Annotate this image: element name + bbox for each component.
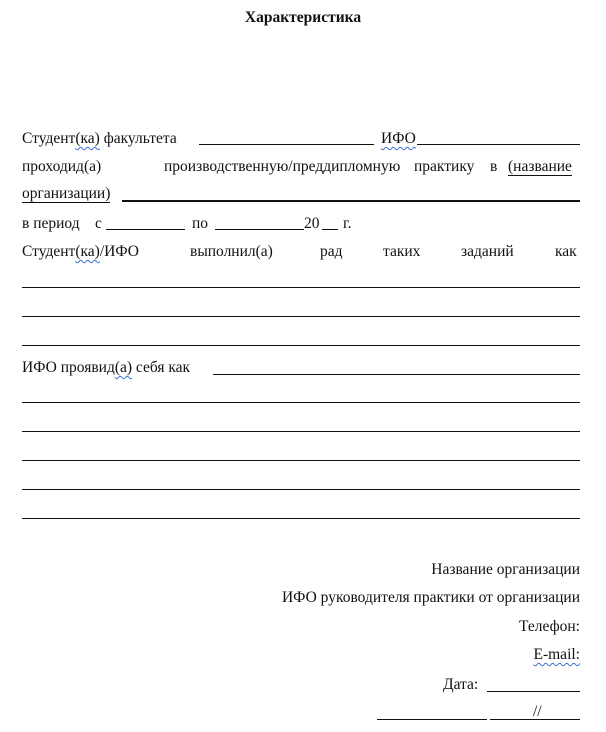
tasks-blank-3[interactable] — [22, 345, 580, 346]
document-title: Характеристика — [244, 9, 362, 26]
showed-blank[interactable] — [213, 374, 580, 375]
ifo-word-3: ИФО — [22, 359, 57, 376]
org-name-label-end: организации) — [22, 185, 111, 202]
passed-word: проходид — [22, 158, 84, 175]
phone-label: Телефон: — [519, 618, 580, 635]
period-label: в период — [22, 215, 80, 232]
such-word: таких — [383, 243, 421, 260]
org-name-footer: Название организации — [431, 561, 580, 578]
period-from-blank[interactable] — [106, 229, 185, 230]
row-word: рад — [320, 243, 343, 260]
line-tasks — [22, 244, 139, 260]
signature-blank[interactable] — [377, 719, 487, 720]
signature-date-separator: // — [533, 703, 542, 720]
period-from-label: с — [95, 215, 102, 232]
student-gender-suffix-2: (ка) — [75, 243, 100, 260]
faculty-blank[interactable] — [199, 144, 374, 145]
line-student-faculty — [22, 131, 177, 147]
line-practice-part1 — [22, 159, 101, 175]
qualities-blank-3[interactable] — [22, 460, 580, 461]
in-word: в — [490, 158, 498, 175]
showed-suffix: (а) — [114, 359, 133, 376]
practice-word: практику — [414, 158, 475, 175]
completed-word: выполнил(а) — [190, 243, 273, 260]
passed-suffix: (а) — [83, 158, 102, 175]
student-word: Студент — [22, 130, 76, 147]
qualities-blank-4[interactable] — [22, 489, 580, 490]
qualities-blank-1[interactable] — [22, 402, 580, 403]
date-blank[interactable] — [487, 691, 580, 692]
supervisor-footer: ИФО руководителя практики от организации — [281, 589, 580, 606]
period-to-label: по — [192, 215, 209, 232]
ifo-label: ИФО — [381, 130, 416, 147]
practice-type: производственную/преддипломную — [164, 158, 401, 175]
self-as-word: себя как — [135, 359, 191, 376]
faculty-word: факультета — [103, 130, 177, 147]
org-name-blank[interactable] — [122, 200, 580, 202]
line-showed-self — [22, 360, 190, 376]
period-to-blank[interactable] — [215, 229, 304, 230]
year-blank[interactable] — [322, 229, 338, 230]
ifo-blank[interactable] — [417, 144, 580, 145]
year-prefix: 20 — [304, 215, 320, 232]
qualities-blank-5[interactable] — [22, 518, 580, 519]
tasks-blank-1[interactable] — [22, 287, 580, 288]
date-label: Дата: — [443, 676, 479, 693]
student-word-2: Студент — [22, 243, 76, 260]
tasks-blank-2[interactable] — [22, 316, 580, 317]
qualities-blank-2[interactable] — [22, 431, 580, 432]
year-suffix: г. — [343, 215, 352, 232]
tasks-word: заданий — [461, 243, 514, 260]
student-gender-suffix: (ка) — [75, 130, 100, 147]
showed-word: проявид — [60, 359, 115, 376]
ifo-word-2: /ИФО — [99, 243, 139, 260]
org-name-label-start: (название — [508, 158, 572, 175]
as-word: как — [555, 243, 577, 260]
email-label: E-mail: — [533, 646, 580, 663]
